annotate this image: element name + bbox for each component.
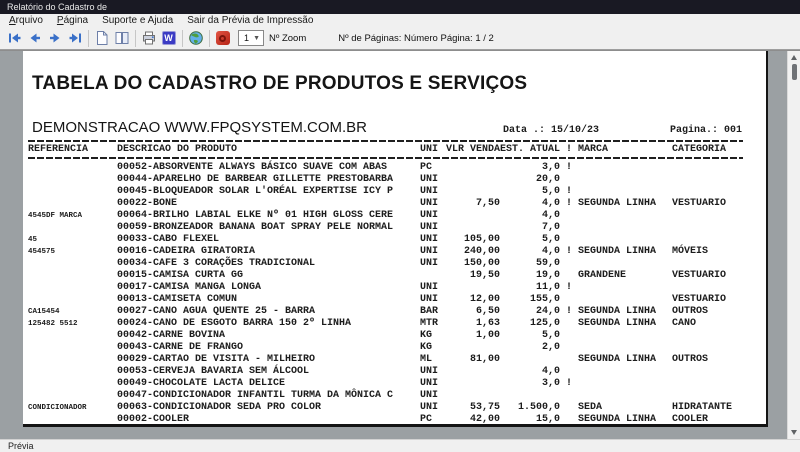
cell-cat: VESTUARIO — [672, 270, 727, 281]
cell-ref — [28, 342, 117, 354]
cell-excl: ! — [565, 282, 572, 293]
cell-vlr: 105,00 — [463, 234, 500, 245]
cell-marca — [578, 258, 672, 270]
cell-est: 59,0 — [535, 258, 560, 269]
cell-est: 4,0 — [541, 198, 560, 209]
cell-desc: 00015-CAMISA CURTA GG — [117, 270, 244, 281]
cell-excl — [560, 414, 578, 426]
cell-ref — [28, 222, 117, 234]
table-row — [28, 390, 766, 402]
cell-est: 5,0 — [541, 186, 560, 197]
window-title: Relatório do Cadastro de — [7, 2, 108, 12]
report-page-number: Pagina.: 001 — [670, 125, 743, 136]
divider-line — [28, 157, 743, 159]
cell-marca — [578, 186, 672, 198]
cell-vlr — [446, 342, 500, 354]
cell-est: 4,0 — [541, 246, 560, 257]
cell-desc: 00034-CAFE 3 CORAÇÕES TRADICIONAL — [117, 258, 316, 269]
chevron-down-icon: ▼ — [253, 34, 260, 42]
cell-marca: SEGUNDA LINHA — [578, 198, 657, 209]
cell-marca — [578, 342, 672, 354]
cell-cat: MÓVEIS — [672, 246, 709, 257]
cell-vlr: 81,00 — [469, 354, 500, 365]
cell-est: 5,0 — [541, 330, 560, 341]
cell-vlr — [446, 222, 500, 234]
cell-vlr: 1,63 — [475, 318, 500, 329]
cell-cat — [672, 390, 742, 402]
cell-marca — [578, 174, 672, 186]
cell-marca — [578, 390, 672, 402]
cell-desc: 00042-CARNE BOVINA — [117, 330, 226, 341]
cell-est — [500, 354, 560, 366]
print-preview-area — [0, 50, 800, 439]
cell-uni: MTR — [420, 318, 439, 329]
cell-desc: 00045-BLOQUEADOR SOLAR L'ORÉAL EXPERTISE ICY P — [117, 186, 394, 197]
table-row — [28, 198, 766, 210]
table-row — [28, 222, 766, 234]
toolbar-separator — [135, 30, 136, 47]
cell-vlr — [446, 390, 500, 402]
cell-marca — [578, 162, 672, 174]
table-row — [28, 366, 766, 378]
next-page-icon — [47, 30, 63, 46]
pages-info-label: Nº de Páginas: Número Página: 1 / 2 — [338, 32, 494, 44]
table-row — [28, 306, 766, 318]
menu-bar — [0, 14, 800, 27]
cell-cat: OUTROS — [672, 354, 709, 365]
cell-marca — [578, 330, 672, 342]
cell-marca — [578, 294, 672, 306]
print-button[interactable] — [139, 29, 158, 48]
cell-desc: 00017-CAMISA MANGA LONGA — [117, 282, 262, 293]
table-row — [28, 414, 766, 426]
cell-uni: UNI — [420, 246, 439, 257]
cell-marca: SEGUNDA LINHA — [578, 306, 657, 317]
table-row — [28, 402, 766, 414]
cell-marca — [578, 366, 672, 378]
cell-uni: ML — [420, 354, 433, 365]
cell-ref — [28, 366, 117, 378]
table-row — [28, 330, 766, 342]
window-titlebar — [0, 0, 800, 14]
last-page-button[interactable] — [65, 29, 84, 48]
close-preview-button[interactable] — [213, 29, 232, 48]
cell-excl — [560, 210, 578, 222]
single-page-view-button[interactable] — [92, 29, 111, 48]
cell-desc: 00016-CADEIRA GIRATORIA — [117, 246, 256, 257]
cell-uni: BAR — [420, 306, 439, 317]
cell-excl — [560, 330, 578, 342]
cell-cat: OUTROS — [672, 306, 709, 317]
cell-ref — [28, 378, 117, 390]
cell-est: 20,0 — [535, 174, 560, 185]
cell-uni: UNI — [420, 174, 439, 185]
cell-vlr: 150,00 — [463, 258, 500, 269]
cell-excl — [560, 234, 578, 246]
table-row — [28, 270, 766, 282]
cell-desc: 00013-CAMISETA COMUN — [117, 294, 238, 305]
cell-desc: 00059-BRONZEADOR BANANA BOAT SPRAY PELE NORMAL — [117, 222, 394, 233]
cell-uni: UNI — [420, 402, 439, 413]
cell-vlr — [446, 186, 500, 198]
cell-uni: KG — [420, 330, 433, 341]
cell-uni: PC — [420, 414, 433, 425]
cell-ref — [28, 354, 117, 366]
report-rows — [23, 162, 766, 426]
cell-excl — [560, 342, 578, 354]
cell-desc: 00047-CONDICIONADOR INFANTIL TURMA DA MÔNICA C — [117, 390, 394, 401]
cell-vlr — [446, 282, 500, 294]
cell-excl — [560, 222, 578, 234]
cell-est: 2,0 — [541, 342, 560, 353]
printer-icon — [141, 30, 157, 46]
cell-desc: 00002-COOLER — [117, 414, 190, 425]
scroll-up-icon[interactable] — [791, 55, 797, 60]
cell-vlr: 53,75 — [469, 402, 500, 413]
cell-cat — [672, 234, 742, 246]
cell-desc: 00043-CARNE DE FRANGO — [117, 342, 244, 353]
header-uni: UNI — [420, 144, 439, 155]
table-header-row — [28, 144, 766, 156]
cell-desc: 00049-CHOCOLATE LACTA DELICE — [117, 378, 286, 389]
cell-marca — [578, 378, 672, 390]
cell-uni: UNI — [420, 294, 439, 305]
cell-vlr: 12,00 — [469, 294, 500, 305]
cell-cat — [672, 342, 742, 354]
cell-est: 1.500,0 — [517, 402, 560, 413]
cell-excl — [560, 294, 578, 306]
toolbar — [0, 27, 800, 50]
scroll-down-icon[interactable] — [791, 430, 797, 435]
cell-ref — [28, 330, 117, 342]
cell-desc: 00063-CONDICIONADOR SEDA PRO COLOR — [117, 402, 322, 413]
table-row — [28, 294, 766, 306]
first-page-icon — [7, 30, 23, 46]
cell-vlr — [446, 174, 500, 186]
cell-marca — [578, 222, 672, 234]
zoom-label: Nº Zoom — [269, 32, 307, 44]
previous-page-icon — [27, 30, 43, 46]
cell-est: 11,0 — [535, 282, 560, 293]
cell-est: 24,0 — [535, 306, 560, 317]
cell-excl — [560, 258, 578, 270]
divider-line — [28, 140, 743, 142]
scrollbar-thumb[interactable] — [792, 64, 797, 80]
cell-est: 155,0 — [529, 294, 560, 305]
cell-desc: 00024-CANO DE ESGOTO BARRA 150 2º LINHA — [117, 318, 352, 329]
cell-cat — [672, 222, 742, 234]
cell-ref — [28, 186, 117, 198]
word-icon: W — [162, 31, 176, 45]
cell-marca: GRANDENE — [578, 270, 627, 281]
next-page-button[interactable] — [45, 29, 64, 48]
cell-cat: CANO — [672, 318, 697, 329]
cell-ref — [28, 390, 117, 402]
table-row — [28, 258, 766, 270]
export-html-button[interactable] — [186, 29, 205, 48]
cell-vlr: 7,50 — [475, 198, 500, 209]
table-row — [28, 246, 766, 258]
cell-ref — [28, 174, 117, 186]
header-vlr-venda: VLR VENDA — [446, 144, 501, 155]
cell-est: 3,0 — [541, 378, 560, 389]
cell-ref: 454575 — [28, 248, 56, 256]
cell-excl: ! — [565, 246, 572, 257]
cell-uni: UNI — [420, 366, 439, 377]
cell-est: 4,0 — [541, 366, 560, 377]
cell-marca: SEGUNDA LINHA — [578, 354, 657, 365]
company-name: DEMONSTRACAO WWW.FPQSYSTEM.COM.BR — [32, 119, 368, 136]
header-categoria: CATEGORIA — [672, 144, 727, 155]
cell-ref: CA15454 — [28, 308, 60, 316]
cell-excl: ! — [565, 162, 572, 173]
cell-uni: UNI — [420, 234, 439, 245]
cell-ref — [28, 162, 117, 174]
cell-vlr — [446, 162, 500, 174]
cell-ref — [28, 270, 117, 282]
cell-cat — [672, 162, 742, 174]
cell-cat — [672, 330, 742, 342]
cell-cat — [672, 366, 742, 378]
cell-ref: 125482 5512 — [28, 320, 78, 328]
cell-desc: 00029-CARTAO DE VISITA - MILHEIRO — [117, 354, 316, 365]
table-row — [28, 318, 766, 330]
cell-ref — [28, 414, 117, 426]
cell-excl — [560, 366, 578, 378]
table-row — [28, 186, 766, 198]
cell-est: 5,0 — [541, 234, 560, 245]
menu-suporte-e-ajuda[interactable]: Suporte e Ajuda — [102, 15, 174, 26]
multi-page-view-button[interactable] — [112, 29, 131, 48]
cell-cat — [672, 210, 742, 222]
cell-est: 4,0 — [541, 210, 560, 221]
cell-cat — [672, 378, 742, 390]
table-row — [28, 354, 766, 366]
zoom-select[interactable] — [238, 30, 264, 46]
single-page-icon — [94, 30, 110, 46]
cell-marca — [578, 234, 672, 246]
cell-uni — [420, 270, 446, 282]
cell-vlr: 6,50 — [475, 306, 500, 317]
cell-vlr: 19,50 — [469, 270, 500, 281]
cell-uni: UNI — [420, 210, 439, 221]
cell-est: 15,0 — [535, 414, 560, 425]
table-row — [28, 174, 766, 186]
cell-ref: 4545DF MARCA — [28, 212, 83, 220]
report-page — [23, 51, 768, 427]
cell-cat — [672, 258, 742, 270]
cell-est: 7,0 — [541, 222, 560, 233]
cell-excl — [560, 318, 578, 330]
cell-ref: 45 — [28, 236, 38, 244]
export-word-button[interactable] — [159, 29, 178, 48]
cell-ref — [28, 198, 117, 210]
cell-cat: VESTUARIO — [672, 198, 727, 209]
close-preview-icon — [216, 31, 230, 45]
cell-vlr — [446, 378, 500, 390]
cell-ref — [28, 294, 117, 306]
cell-vlr: 1,00 — [475, 330, 500, 341]
table-row — [28, 378, 766, 390]
cell-cat — [672, 174, 742, 186]
table-row — [28, 342, 766, 354]
toolbar-separator — [182, 30, 183, 47]
table-row — [28, 282, 766, 294]
toolbar-separator — [209, 30, 210, 47]
header-descricao: DESCRICAO DO PRODUTO — [117, 144, 238, 155]
cell-cat: COOLER — [672, 414, 709, 425]
cell-marca: SEDA — [578, 402, 603, 413]
cell-cat: VESTUARIO — [672, 294, 727, 305]
report-date: Data .: 15/10/23 — [503, 125, 600, 136]
cell-desc: 00053-CERVEJA BAVARIA SEM ÁLCOOL — [117, 366, 310, 377]
header-marca: MARCA — [578, 144, 609, 155]
report-subheader — [32, 119, 742, 136]
cell-vlr: 42,00 — [469, 414, 500, 425]
cell-marca: SEGUNDA LINHA — [578, 246, 657, 257]
cell-cat — [672, 186, 742, 198]
vertical-scrollbar[interactable] — [787, 51, 800, 439]
cell-uni: UNI — [420, 222, 439, 233]
table-row — [28, 162, 766, 174]
cell-uni: UNI — [420, 198, 439, 209]
multi-page-icon — [114, 30, 130, 46]
cell-est: 3,0 — [541, 162, 560, 173]
header-referencia: REFERENCIA — [28, 144, 89, 155]
cell-est: 125,0 — [529, 318, 560, 329]
cell-cat — [672, 282, 742, 294]
cell-excl: ! — [565, 378, 572, 389]
cell-excl — [560, 270, 578, 282]
header-est-atual: EST. ATUAL — [500, 144, 561, 155]
previous-page-button[interactable] — [25, 29, 44, 48]
cell-marca — [578, 282, 672, 294]
cell-marca — [578, 210, 672, 222]
cell-marca: SEGUNDA LINHA — [578, 318, 657, 329]
header-excl: ! — [565, 144, 572, 155]
cell-uni: UNI — [420, 258, 439, 269]
cell-excl — [560, 174, 578, 186]
cell-ref — [28, 282, 117, 294]
status-text: Prévia — [8, 441, 34, 451]
table-row — [28, 210, 766, 222]
cell-desc: 00022-BONE — [117, 198, 178, 209]
cell-est — [500, 390, 560, 402]
cell-vlr — [446, 210, 500, 222]
cell-uni: UNI — [420, 390, 439, 401]
cell-excl: ! — [565, 306, 572, 317]
cell-uni: UNI — [420, 282, 439, 293]
cell-desc: 00033-CABO FLEXEL — [117, 234, 220, 245]
toolbar-separator — [88, 30, 89, 47]
cell-excl — [560, 354, 578, 366]
menu-arquivo[interactable]: Arquivo — [9, 15, 43, 26]
cell-desc: 00064-BRILHO LABIAL ELKE Nº 01 HIGH GLOSS CERE — [117, 210, 394, 221]
cell-uni: UNI — [420, 186, 439, 197]
zoom-value: 1 — [244, 33, 250, 43]
cell-vlr: 240,00 — [463, 246, 500, 257]
cell-vlr — [446, 366, 500, 378]
cell-desc: 00027-CANO AGUA QUENTE 25 - BARRA — [117, 306, 316, 317]
table-row — [28, 234, 766, 246]
cell-excl — [560, 402, 578, 414]
cell-est: 19,0 — [535, 270, 560, 281]
first-page-button[interactable] — [5, 29, 24, 48]
cell-uni: PC — [420, 162, 433, 173]
last-page-icon — [67, 30, 83, 46]
cell-excl — [560, 390, 578, 402]
cell-ref: CONDICIONADOR — [28, 404, 87, 412]
cell-marca: SEGUNDA LINHA — [578, 414, 657, 425]
menu-pagina[interactable]: Página — [56, 15, 89, 26]
status-bar — [0, 439, 800, 452]
report-title: TABELA DO CADASTRO DE PRODUTOS E SERVIÇOS — [32, 73, 528, 94]
cell-excl: ! — [565, 198, 572, 209]
globe-icon — [188, 30, 204, 46]
menu-sair-da-previa[interactable]: Sair da Prévia de Impressão — [187, 15, 314, 26]
cell-desc: 00052-ABSORVENTE ALWAYS BÁSICO SUAVE COM ABAS — [117, 162, 388, 173]
cell-uni: UNI — [420, 378, 439, 389]
cell-ref — [28, 258, 117, 270]
cell-desc: 00044-APARELHO DE BARBEAR GILLETTE PRESTOBARBA — [117, 174, 394, 185]
cell-uni: KG — [420, 342, 433, 353]
cell-excl: ! — [565, 186, 572, 197]
cell-cat: HIDRATANTE — [672, 402, 733, 413]
